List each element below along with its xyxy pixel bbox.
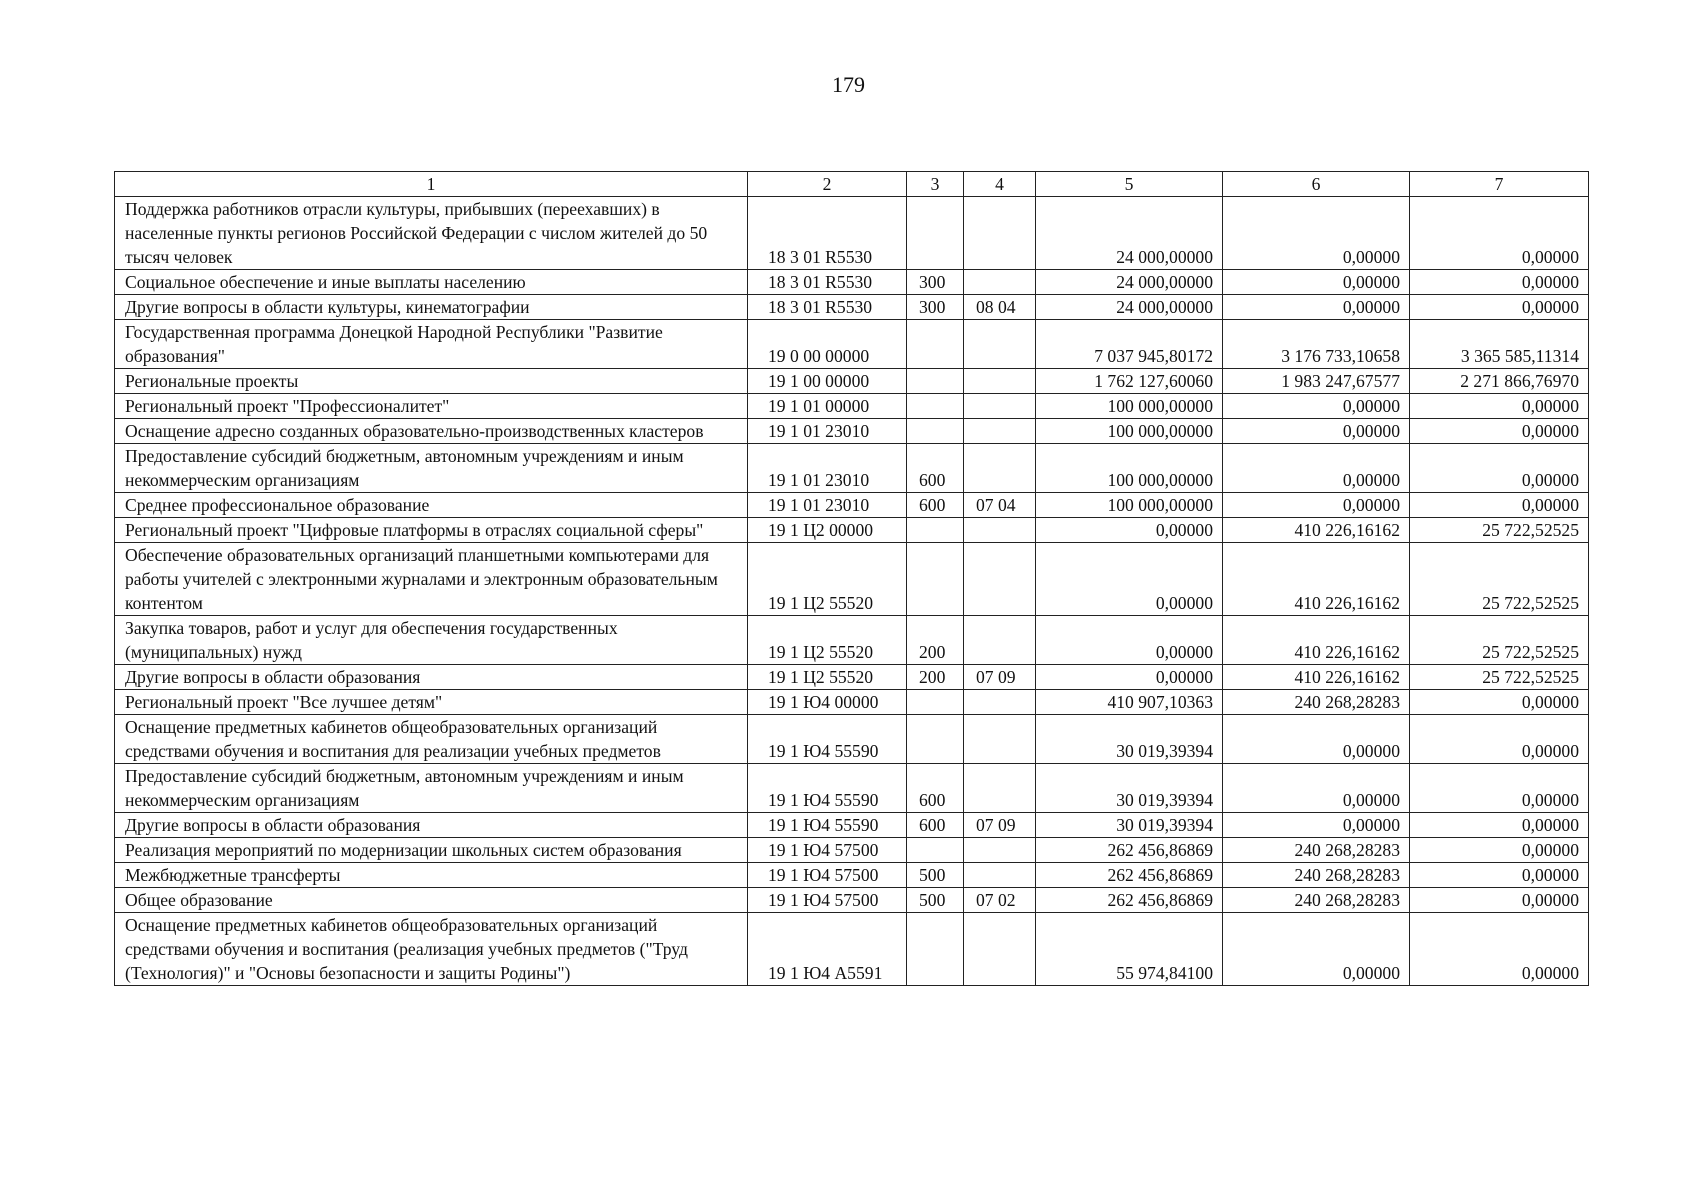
row-expense-type-cell [907,419,964,444]
table-row [115,518,1589,543]
table-row [115,543,1589,616]
table-row [115,197,1589,270]
row-section-cell [964,444,1036,493]
row-value-7-cell: 25 722,52525 [1410,616,1589,665]
row-expense-type-cell [907,690,964,715]
row-name-cell: Общее образование [115,888,748,913]
row-code-cell: 19 1 Ю4 57500 [748,838,907,863]
column-header-5: 5 [1036,172,1223,197]
table-row [115,813,1589,838]
row-expense-type-cell [907,913,964,986]
row-expense-type-cell: 600 [907,444,964,493]
row-section-cell [964,419,1036,444]
row-name-cell: Другие вопросы в области образования [115,813,748,838]
row-value-6-cell: 0,00000 [1223,715,1410,764]
row-value-5-cell: 0,00000 [1036,665,1223,690]
row-code-cell: 19 1 Ю4 А5591 [748,913,907,986]
table-row [115,665,1589,690]
row-value-5-cell: 0,00000 [1036,543,1223,616]
row-value-5-cell: 0,00000 [1036,616,1223,665]
table-row [115,715,1589,764]
table-row [115,616,1589,665]
row-value-7-cell: 0,00000 [1410,690,1589,715]
row-code-cell: 19 1 Ц2 00000 [748,518,907,543]
budget-table [114,171,1589,986]
row-value-5-cell: 262 456,86869 [1036,888,1223,913]
row-value-6-cell: 0,00000 [1223,764,1410,813]
row-name-cell: Предоставление субсидий бюджетным, автономным учреждениям и иным некоммерческим организациям [115,764,748,813]
table-row [115,493,1589,518]
row-value-6-cell: 3 176 733,10658 [1223,320,1410,369]
row-name-cell: Предоставление субсидий бюджетным, автономным учреждениям и иным некоммерческим организациям [115,444,748,493]
row-value-7-cell: 0,00000 [1410,270,1589,295]
row-section-cell [964,369,1036,394]
row-name-cell: Другие вопросы в области культуры, кинематографии [115,295,748,320]
row-value-7-cell: 0,00000 [1410,394,1589,419]
column-header-2: 2 [748,172,907,197]
row-value-6-cell: 0,00000 [1223,419,1410,444]
row-value-6-cell: 0,00000 [1223,444,1410,493]
row-value-6-cell: 0,00000 [1223,270,1410,295]
row-expense-type-cell [907,197,964,270]
row-value-5-cell: 262 456,86869 [1036,838,1223,863]
row-section-cell [964,764,1036,813]
row-expense-type-cell: 200 [907,616,964,665]
row-value-7-cell: 0,00000 [1410,419,1589,444]
row-code-cell: 19 1 Ю4 57500 [748,863,907,888]
row-value-6-cell: 240 268,28283 [1223,888,1410,913]
column-header-4: 4 [964,172,1036,197]
row-name-cell: Оснащение адресно созданных образовательно-производственных кластеров [115,419,748,444]
row-value-6-cell: 410 226,16162 [1223,518,1410,543]
row-expense-type-cell: 300 [907,270,964,295]
row-code-cell: 18 3 01 R5530 [748,197,907,270]
table-row [115,838,1589,863]
row-value-5-cell: 100 000,00000 [1036,419,1223,444]
row-name-cell: Реализация мероприятий по модернизации школьных систем образования [115,838,748,863]
row-code-cell: 19 1 Ц2 55520 [748,543,907,616]
row-name-cell: Среднее профессиональное образование [115,493,748,518]
table-row [115,690,1589,715]
row-value-6-cell: 410 226,16162 [1223,665,1410,690]
row-expense-type-cell [907,320,964,369]
row-value-7-cell: 0,00000 [1410,715,1589,764]
row-code-cell: 19 1 Ю4 55590 [748,715,907,764]
row-expense-type-cell [907,369,964,394]
row-code-cell: 19 0 00 00000 [748,320,907,369]
row-value-5-cell: 410 907,10363 [1036,690,1223,715]
row-value-7-cell: 3 365 585,11314 [1410,320,1589,369]
row-code-cell: 19 1 00 00000 [748,369,907,394]
row-code-cell: 19 1 Ю4 57500 [748,888,907,913]
row-expense-type-cell: 600 [907,813,964,838]
row-code-cell: 19 1 01 23010 [748,444,907,493]
row-code-cell: 19 1 Ю4 55590 [748,813,907,838]
row-value-7-cell: 0,00000 [1410,863,1589,888]
row-expense-type-cell: 500 [907,863,964,888]
row-name-cell: Межбюджетные трансферты [115,863,748,888]
row-name-cell: Социальное обеспечение и иные выплаты населению [115,270,748,295]
row-value-5-cell: 100 000,00000 [1036,493,1223,518]
column-header-3: 3 [907,172,964,197]
row-value-5-cell: 7 037 945,80172 [1036,320,1223,369]
row-section-cell [964,863,1036,888]
row-value-7-cell: 25 722,52525 [1410,518,1589,543]
row-value-6-cell: 0,00000 [1223,493,1410,518]
row-section-cell: 08 04 [964,295,1036,320]
row-value-7-cell: 0,00000 [1410,295,1589,320]
table-row [115,419,1589,444]
row-expense-type-cell [907,518,964,543]
row-name-cell: Оснащение предметных кабинетов общеобразовательных организаций средствами обучения и воспитания для реализации учебных предметов [115,715,748,764]
row-expense-type-cell: 600 [907,493,964,518]
row-value-7-cell: 0,00000 [1410,813,1589,838]
row-name-cell: Государственная программа Донецкой Народной Республики "Развитие образования" [115,320,748,369]
table-row [115,270,1589,295]
row-code-cell: 19 1 Ц2 55520 [748,616,907,665]
row-value-7-cell: 25 722,52525 [1410,665,1589,690]
row-section-cell [964,518,1036,543]
row-value-5-cell: 100 000,00000 [1036,394,1223,419]
row-section-cell: 07 09 [964,665,1036,690]
row-expense-type-cell [907,715,964,764]
table-body [115,197,1589,986]
table-row [115,394,1589,419]
row-value-5-cell: 30 019,39394 [1036,764,1223,813]
row-section-cell [964,197,1036,270]
row-expense-type-cell [907,394,964,419]
row-code-cell: 18 3 01 R5530 [748,295,907,320]
row-code-cell: 19 1 Ю4 00000 [748,690,907,715]
row-section-cell [964,320,1036,369]
row-value-7-cell: 0,00000 [1410,838,1589,863]
header-row [115,172,1589,197]
row-value-7-cell: 25 722,52525 [1410,543,1589,616]
table-row [115,863,1589,888]
row-code-cell: 18 3 01 R5530 [748,270,907,295]
row-code-cell: 19 1 01 23010 [748,493,907,518]
row-name-cell: Обеспечение образовательных организаций планшетными компьютерами для работы учителей с электронными журналами и электронным образовательным контентом [115,543,748,616]
row-value-5-cell: 55 974,84100 [1036,913,1223,986]
row-section-cell [964,690,1036,715]
row-name-cell: Региональный проект "Все лучшее детям" [115,690,748,715]
row-value-7-cell: 0,00000 [1410,493,1589,518]
row-section-cell [964,270,1036,295]
row-value-6-cell: 240 268,28283 [1223,690,1410,715]
row-section-cell: 07 04 [964,493,1036,518]
row-expense-type-cell: 300 [907,295,964,320]
row-value-7-cell: 0,00000 [1410,913,1589,986]
table-row [115,888,1589,913]
row-value-6-cell: 0,00000 [1223,394,1410,419]
row-expense-type-cell [907,543,964,616]
row-code-cell: 19 1 Ц2 55520 [748,665,907,690]
row-value-7-cell: 2 271 866,76970 [1410,369,1589,394]
row-value-5-cell: 100 000,00000 [1036,444,1223,493]
row-section-cell [964,543,1036,616]
row-value-5-cell: 24 000,00000 [1036,295,1223,320]
row-value-5-cell: 30 019,39394 [1036,715,1223,764]
table-row [115,320,1589,369]
row-value-6-cell: 240 268,28283 [1223,863,1410,888]
row-code-cell: 19 1 01 23010 [748,419,907,444]
row-name-cell: Закупка товаров, работ и услуг для обеспечения государственных (муниципальных) нужд [115,616,748,665]
page-number: 179 [832,72,865,97]
row-section-cell: 07 02 [964,888,1036,913]
table-row [115,444,1589,493]
row-name-cell: Поддержка работников отрасли культуры, прибывших (переехавших) в населенные пункты регионов Российской Федерации с числом жителей до 50 тысяч человек [115,197,748,270]
row-value-6-cell: 410 226,16162 [1223,543,1410,616]
table-row [115,295,1589,320]
row-name-cell: Региональный проект "Профессионалитет" [115,394,748,419]
row-section-cell [964,616,1036,665]
row-value-5-cell: 24 000,00000 [1036,270,1223,295]
row-value-6-cell: 0,00000 [1223,295,1410,320]
row-code-cell: 19 1 Ю4 55590 [748,764,907,813]
row-value-6-cell: 410 226,16162 [1223,616,1410,665]
row-value-6-cell: 0,00000 [1223,813,1410,838]
row-value-7-cell: 0,00000 [1410,197,1589,270]
row-value-5-cell: 30 019,39394 [1036,813,1223,838]
row-section-cell [964,838,1036,863]
row-expense-type-cell [907,838,964,863]
row-code-cell: 19 1 01 00000 [748,394,907,419]
row-name-cell: Региональный проект "Цифровые платформы в отраслях социальной сферы" [115,518,748,543]
row-section-cell [964,715,1036,764]
row-value-5-cell: 0,00000 [1036,518,1223,543]
row-value-6-cell: 240 268,28283 [1223,838,1410,863]
row-expense-type-cell: 600 [907,764,964,813]
row-value-5-cell: 262 456,86869 [1036,863,1223,888]
table-row [115,764,1589,813]
row-section-cell: 07 09 [964,813,1036,838]
row-value-7-cell: 0,00000 [1410,444,1589,493]
row-name-cell: Региональные проекты [115,369,748,394]
table-row [115,369,1589,394]
row-name-cell: Оснащение предметных кабинетов общеобразовательных организаций средствами обучения и воспитания (реализация учебных предметов ("Труд (Технология)" и "Основы безопасности и защиты Родины") [115,913,748,986]
row-section-cell [964,913,1036,986]
column-header-1: 1 [115,172,748,197]
row-value-6-cell: 1 983 247,67577 [1223,369,1410,394]
row-value-7-cell: 0,00000 [1410,888,1589,913]
row-value-5-cell: 1 762 127,60060 [1036,369,1223,394]
row-value-6-cell: 0,00000 [1223,913,1410,986]
row-section-cell [964,394,1036,419]
row-expense-type-cell: 500 [907,888,964,913]
row-expense-type-cell: 200 [907,665,964,690]
row-value-7-cell: 0,00000 [1410,764,1589,813]
table-row [115,913,1589,986]
row-value-6-cell: 0,00000 [1223,197,1410,270]
column-header-6: 6 [1223,172,1410,197]
row-name-cell: Другие вопросы в области образования [115,665,748,690]
row-value-5-cell: 24 000,00000 [1036,197,1223,270]
column-header-7: 7 [1410,172,1589,197]
